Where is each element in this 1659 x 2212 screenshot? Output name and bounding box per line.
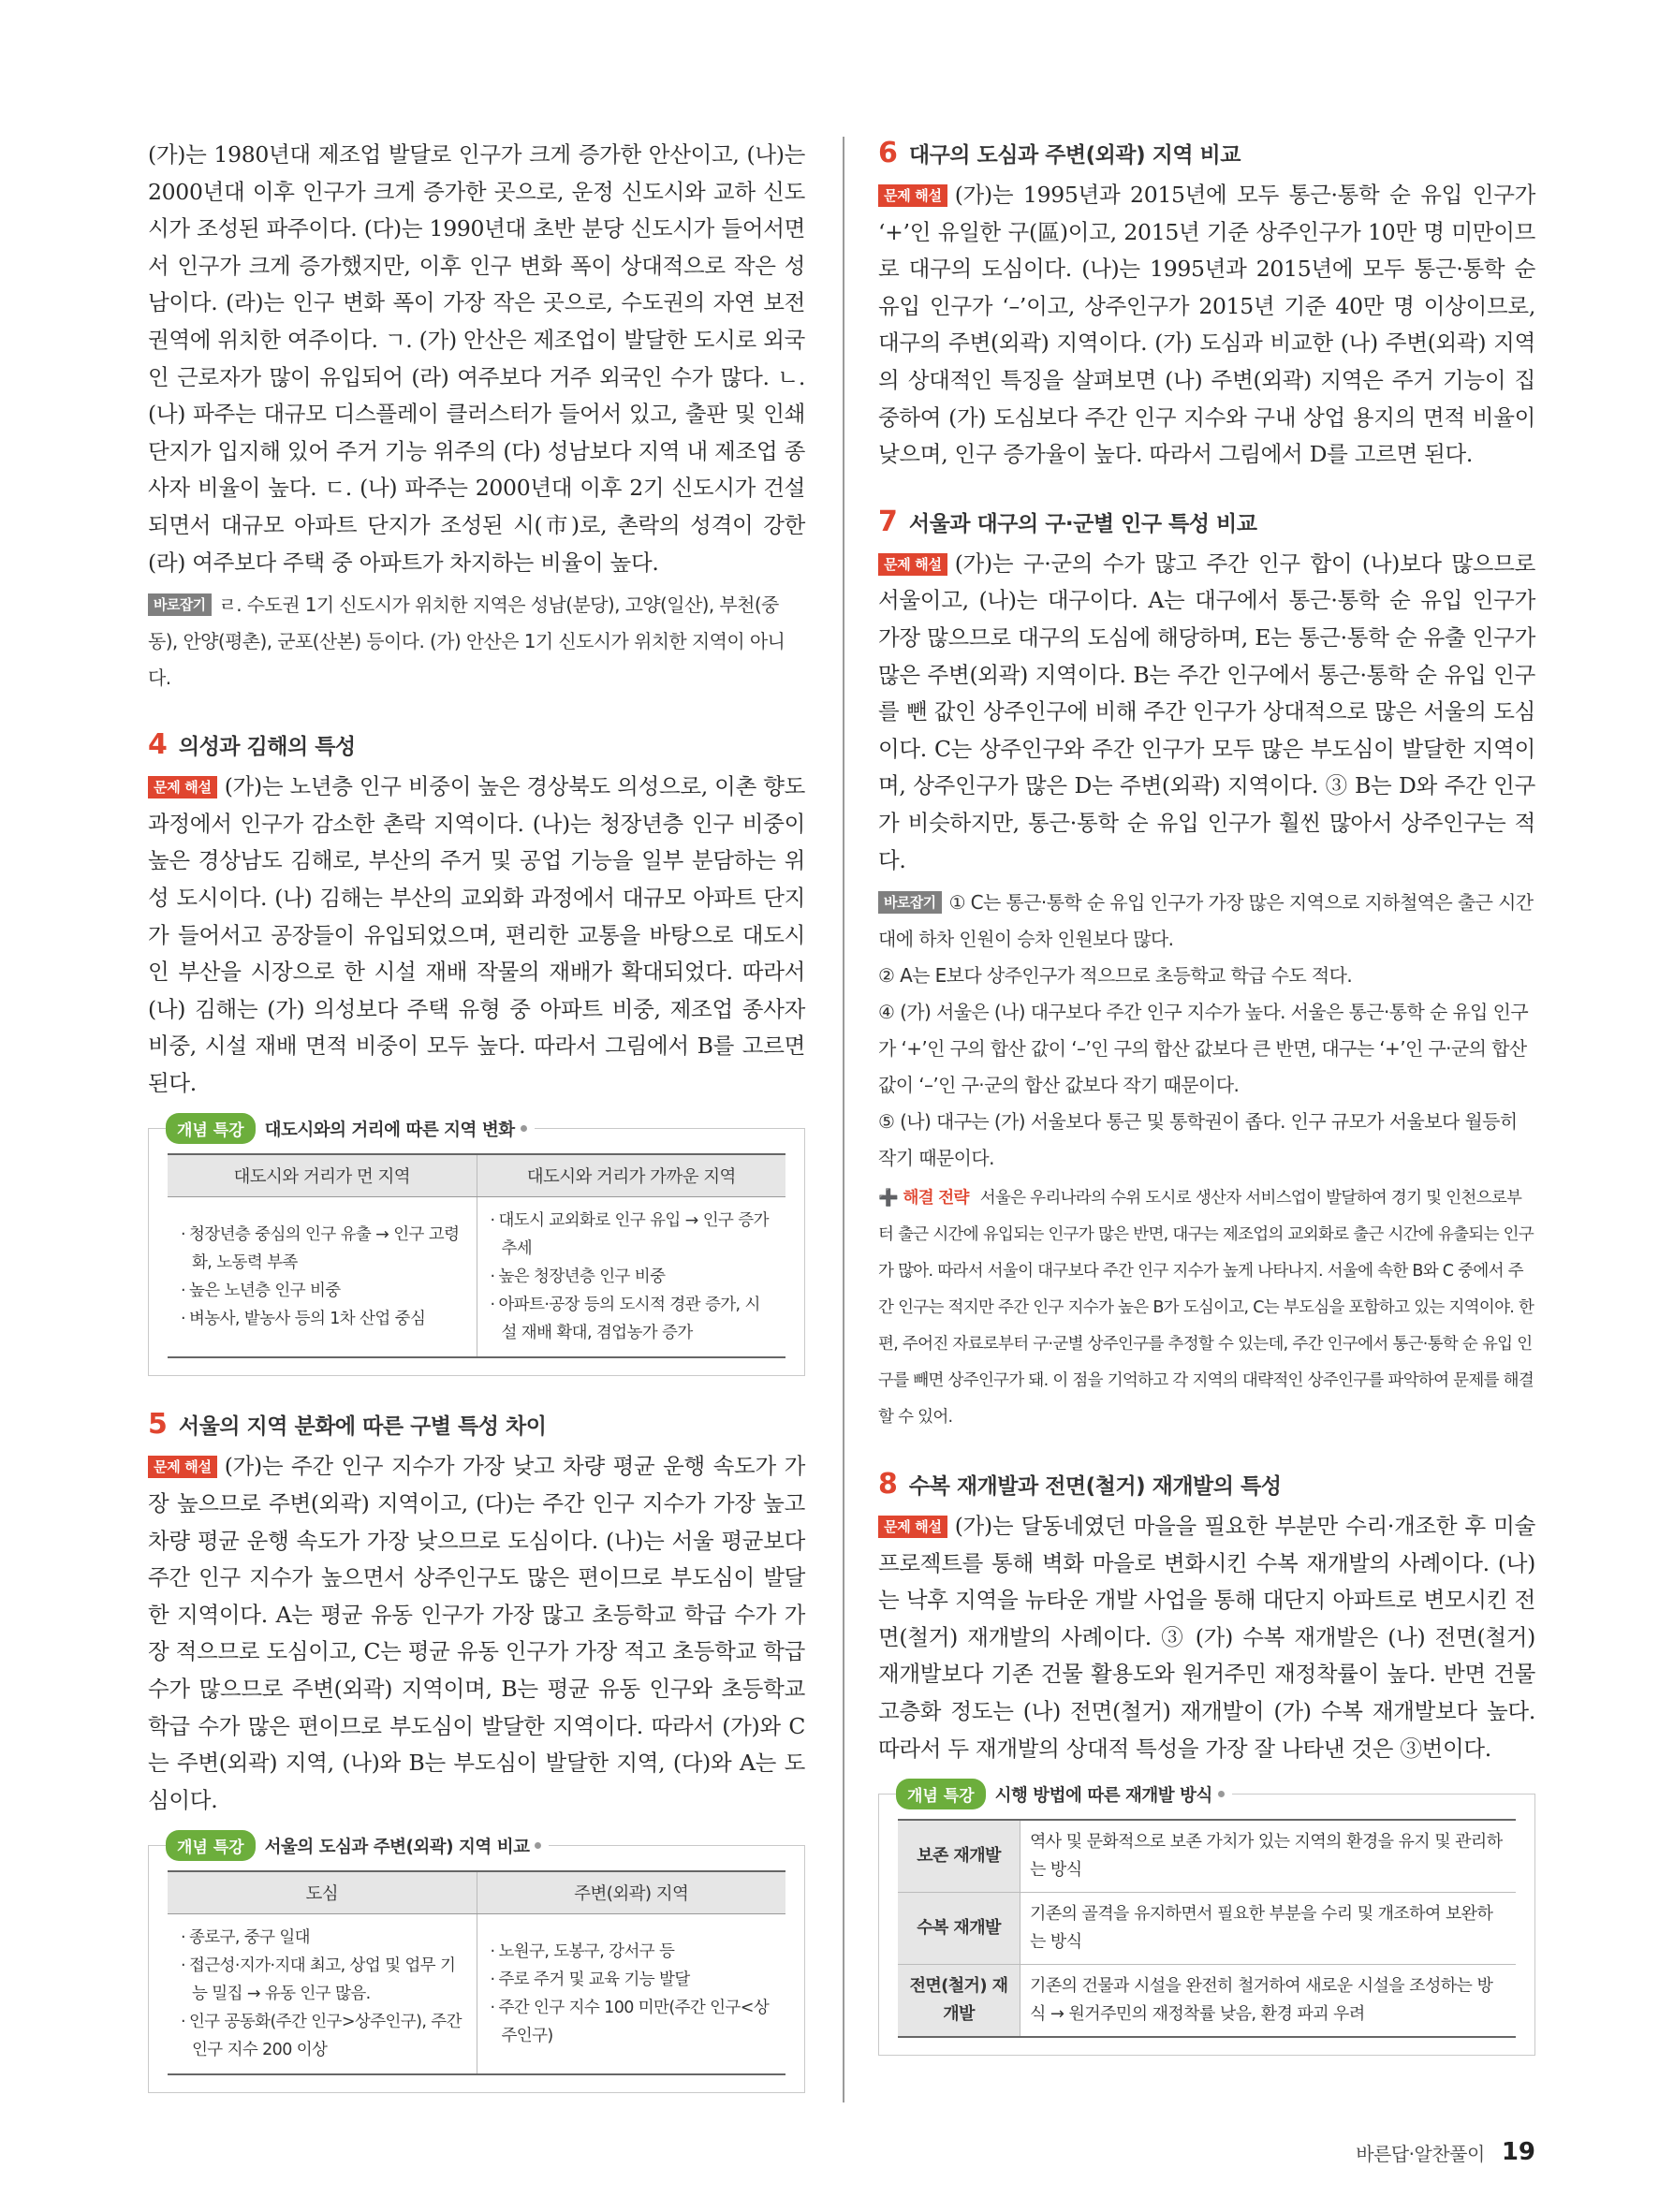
section-title: 서울과 대구의 구·군별 인구 특성 비교 — [908, 511, 1257, 536]
strategy-tag-label: 해결 전략 — [903, 1189, 969, 1209]
table-row — [898, 1893, 1516, 1965]
section-title: 대구의 도심과 주변(외곽) 지역 비교 — [908, 143, 1241, 168]
list-item: · 접근성·지가·지대 최고, 상업 및 업무 기능 밀집 → 유동 인구 많음. — [192, 1952, 465, 2008]
concept-box-header — [166, 1830, 549, 1861]
page-footer — [1356, 2138, 1535, 2166]
concept-badge: 개념 특강 — [166, 1830, 256, 1861]
redevelopment-table — [898, 1819, 1516, 2038]
section-8-body — [878, 1508, 1535, 1767]
concept-box-redevelopment — [878, 1785, 1535, 2056]
correction-item: ④ (가) 서울은 (나) 대구보다 주간 인구 지수가 높다. 서울은 통근·통학 순 유입 인구가 ‘+’인 구의 합산 값이 ‘–’인 구의 합산 값보다 큰 반면, 대구는 ‘+’인 구·군의 합산 값이 ‘–’인 구·군의 합산 값보다 작기 때문이다. — [878, 1001, 1529, 1097]
seoul-comparison-table — [168, 1870, 785, 2075]
method-name: 수복 재개발 — [898, 1893, 1020, 1965]
table-row — [898, 1965, 1516, 2038]
section-7-body — [878, 546, 1535, 879]
correction-item: ⑤ (나) 대구는 (가) 서울보다 통근 및 통학권이 좁다. 인구 규모가 서울보다 월등히 작기 때문이다. — [878, 1110, 1518, 1170]
column-divider — [843, 137, 844, 2102]
distance-comparison-table — [168, 1153, 785, 1358]
list-item: · 높은 노년층 인구 비중 — [192, 1277, 465, 1305]
list-item: · 벼농사, 밭농사 등의 1차 산업 중심 — [192, 1305, 465, 1333]
table-header: 도심 — [168, 1871, 477, 1914]
section-5-text: (가)는 주간 인구 지수가 가장 낮고 차량 평균 운행 속도가 가장 높으므로 주변(외곽) 지역이고, (다)는 주간 인구 지수가 가장 높고 차량 평균 운행 속도가 가장 낮으므로 도심이다. (나)는 서울 평균보다 주간 인구 지수가 높으면서 상주인구도 많은 편이므로 부도심이 발달한 지역이다. A는 평균 유동 인구가 가장 많고 초등학교 학급 수가 가장 적으므로 도심이고, C는 평균 유동 인구가 가장 적고 초등학교 학급 수가 많으므로 주변(외곽) 지역이며, B는 평균 유동 인구와 초등학교 학급 수가 많은 편이므로 부도심이 발달한 지역이다. 따라서 (가)와 C는 주변(외곽) 지역, (나)와 B는 부도심이 발달한 지역, (다)와 A는 도심이다. — [148, 1453, 805, 1813]
strategy-text: 서울은 우리나라의 수위 도시로 생산자 서비스업이 발달하여 경기 및 인천으로부터 출근 시간에 유입되는 인구가 많은 반면, 대구는 제조업의 교외화로 출근 시간에 유출되는 인구가 많아. 따라서 서울이 대구보다 주간 인구 지수가 높게 나타나지. 서울에 속한 B와 C 중에서 주간 인구는 적지만 주간 인구 지수가 높은 B가 도심이고, C는 부도심을 포함하고 있는 지역이야. 한편, 주어진 자료로부터 구·군별 상주인구를 추정할 수 있는데, 주간 인구에서 통근·통학 순 유입 인구를 빼면 상주인구가 돼. 이 점을 기억하고 각 지역의 대략적인 상주인구를 파악하여 문제를 해결할 수 있어. — [878, 1189, 1534, 1428]
section-5-body — [148, 1448, 805, 1819]
table-header: 대도시와 거리가 먼 지역 — [168, 1154, 477, 1197]
concept-title: 서울의 도심과 주변(외곽) 지역 비교 — [264, 1837, 530, 1857]
book-title: 바른답·알찬풀이 — [1356, 2142, 1485, 2165]
table-header: 주변(외곽) 지역 — [477, 1871, 785, 1914]
bullet-dot-icon — [1218, 1791, 1225, 1797]
table-header: 대도시와 거리가 가까운 지역 — [477, 1154, 785, 1197]
section-number: 8 — [878, 1468, 898, 1502]
concept-box-distance — [148, 1120, 805, 1376]
list-item: · 대도시 교외화로 인구 유입 → 인구 증가 추세 — [502, 1207, 775, 1263]
section-8-text: (가)는 달동네였던 마을을 필요한 부분만 수리·개조한 후 미술 프로젝트를 통해 벽화 마을로 변화시킨 수복 재개발의 사례이다. (나)는 낙후 지역을 뉴타운 개발 사업을 통해 대단지 아파트로 변모시킨 전면(철거) 재개발의 사례이다. ③ (가) 수복 재개발은 (나) 전면(철거) 재개발보다 기존 건물 활용도와 원거주민 재정착률이 높다. 반면 건물 고층화 정도는 (나) 전면(철거) 재개발이 (가) 수복 재개발보다 높다. 따라서 두 재개발의 상대적 특성을 가장 잘 나타낸 것은 ③번이다. — [878, 1513, 1535, 1762]
correction-text: ㄹ. 수도권 1기 신도시가 위치한 지역은 성남(분당), 고양(일산), 부천(중동), 안양(평촌), 군포(산본) 등이다. (가) 안산은 1기 신도시가 위치한 지역이 아니다. — [148, 593, 785, 690]
section-title: 서울의 지역 분화에 따른 구별 특성 차이 — [178, 1414, 547, 1440]
correction-item: ② A는 E보다 상주인구가 적으므로 초등학교 학급 수도 적다. — [878, 964, 1353, 988]
section-4-text: (가)는 노년층 인구 비중이 높은 경상북도 의성으로, 이촌 향도 과정에서 인구가 감소한 촌락 지역이다. (나)는 청장년층 인구 비중이 높은 경상남도 김해로, 부산의 주거 및 공업 기능을 일부 분담하는 위성 도시이다. (나) 김해는 부산의 교외화 과정에서 대규모 아파트 단지가 들어서고 공장들이 유입되었으며, 편리한 교통을 바탕으로 대도시인 부산을 시장으로 한 시설 재배 작물의 재배가 확대되었다. 따라서 (나) 김해는 (가) 의성보다 주택 유형 중 아파트 비중, 제조업 종사자 비중, 시설 재배 면적 비중이 모두 높다. 따라서 그림에서 B를 고르면 된다. — [148, 773, 805, 1096]
correction-tag: 바로잡기 — [148, 593, 212, 616]
concept-box-header — [166, 1113, 535, 1144]
method-name: 보존 재개발 — [898, 1820, 1020, 1893]
section-5-heading — [148, 1408, 805, 1441]
section-title: 수복 재개발과 전면(철거) 재개발의 특성 — [908, 1474, 1282, 1500]
section-7-heading — [878, 505, 1535, 538]
concept-badge: 개념 특강 — [896, 1779, 986, 1809]
section-4-heading — [148, 728, 805, 761]
section-6-heading — [878, 137, 1535, 169]
strategy-tag: ➕ 해결 전략 — [878, 1189, 969, 1209]
strategy-note — [878, 1180, 1535, 1436]
page-number: 19 — [1501, 2138, 1535, 2166]
list-item: · 주로 주거 및 교육 기능 발달 — [502, 1966, 775, 1994]
explanation-tag: 문제 해설 — [878, 553, 947, 576]
concept-box-seoul — [148, 1837, 805, 2093]
section-number: 4 — [148, 728, 168, 762]
explanation-tag: 문제 해설 — [148, 776, 217, 798]
section-number: 5 — [148, 1408, 168, 1442]
method-description: 기존의 건물과 시설을 완전히 철거하여 새로운 시설을 조성하는 방식 → 원거주민의 재정착률 낮음, 환경 파괴 우려 — [1020, 1965, 1517, 2038]
table-row — [898, 1820, 1516, 1893]
list-item: · 아파트·공장 등의 도시적 경관 증가, 시설 재배 확대, 겸업농가 증가 — [502, 1291, 775, 1347]
list-item: · 종로구, 중구 일대 — [192, 1924, 465, 1952]
method-description: 역사 및 문화적으로 보존 가치가 있는 지역의 환경을 유지 및 관리하는 방식 — [1020, 1820, 1517, 1893]
section-4-body — [148, 769, 805, 1102]
section-number: 6 — [878, 137, 898, 169]
section-title: 의성과 김해의 특성 — [178, 735, 356, 760]
list-item: · 노원구, 도봉구, 강서구 등 — [502, 1938, 775, 1966]
explanation-tag: 문제 해설 — [878, 1516, 947, 1538]
correction-note — [148, 587, 805, 696]
concept-title: 시행 방법에 따른 재개발 방식 — [994, 1785, 1212, 1806]
list-item: · 인구 공동화(주간 인구>상주인구), 주간 인구 지수 200 이상 — [192, 2008, 465, 2064]
list-item: · 청장년층 중심의 인구 유출 → 인구 고령화, 노동력 부족 — [192, 1221, 465, 1277]
correction-note — [878, 885, 1535, 1177]
explanation-tag: 문제 해설 — [148, 1456, 217, 1478]
section-7-text: (가)는 구·군의 수가 많고 주간 인구 합이 (나)보다 많으므로 서울이고, (나)는 대구이다. A는 대구에서 통근·통학 순 유입 인구가 가장 많으므로 대구의 도심에 해당하며, E는 통근·통학 순 유출 인구가 많은 주변(외곽) 지역이다. B는 주간 인구에서 통근·통학 순 유입 인구를 뺀 값인 상주인구에 비해 주간 인구가 상대적으로 많은 서울의 도심이다. C는 상주인구와 주간 인구가 모두 많은 부도심이 발달한 지역이며, 상주인구가 많은 D는 주변(외곽) 지역이다. ③ B는 D와 주간 인구가 비슷하지만, 통근·통학 순 유입 인구가 훨씬 많아서 상주인구는 적다. — [878, 549, 1535, 873]
right-column — [878, 137, 1535, 2056]
bullet-dot-icon — [535, 1842, 541, 1849]
bullet-dot-icon — [521, 1125, 527, 1132]
section-number: 7 — [878, 505, 898, 538]
section-8-heading — [878, 1468, 1535, 1501]
section-6-text: (가)는 1995년과 2015년에 모두 통근·통학 순 유입 인구가 ‘+’인 유일한 구(區)이고, 2015년 기준 상주인구가 10만 명 미만이므로 대구의 도심이다. (나)는 1995년과 2015년에 모두 통근·통학 순 유입 인구가 ‘–’이고, 상주인구가 2015년 기준 40만 명 이상이므로, 대구의 주변(외곽) 지역이다. (가) 도심과 비교한 (나) 주변(외곽) 지역의 상대적인 특징을 살펴보면 (나) 주변(외곽) 지역은 주거 기능이 집중하여 (가) 도심보다 주간 인구 지수와 구내 상업 용지의 면적 비율이 낮으며, 인구 증가율이 높다. 따라서 그림에서 D를 고르면 된다. — [878, 182, 1535, 468]
left-column — [148, 137, 805, 2093]
correction-item: ① C는 통근·통학 순 유입 인구가 가장 많은 지역으로 지하철역은 출근 시간대에 하차 인원이 승차 인원보다 많다. — [878, 891, 1534, 951]
intro-paragraph: (가)는 1980년대 제조업 발달로 인구가 크게 증가한 안산이고, (나)는 2000년대 이후 인구가 크게 증가한 곳으로, 운정 신도시와 교하 신도시가 조성된 파주이다. (다)는 1990년대 초반 분당 신도시가 들어서면서 인구가 크게 증가했지만, 이후 인구 변화 폭이 상대적으로 작은 성남이다. (라)는 인구 변화 폭이 가장 작은 곳으로, 수도권의 자연 보전 권역에 위치한 여주이다. ㄱ. (가) 안산은 제조업이 발달한 도시로 외국인 근로자가 많이 유입되어 (라) 여주보다 거주 외국인 수가 많다. ㄴ. (나) 파주는 대규모 디스플레이 클러스터가 들어서 있고, 출판 및 인쇄 단지가 입지해 있어 주거 기능 위주의 (다) 성남보다 지역 내 제조업 종사자 비율이 높다. ㄷ. (나) 파주는 2000년대 이후 2기 신도시가 건설되면서 대규모 아파트 단지가 조성된 시(市)로, 촌락의 성격이 강한 (라) 여주보다 주택 중 아파트가 차지하는 비율이 높다. — [148, 141, 805, 576]
list-item: · 높은 청장년층 인구 비중 — [502, 1263, 775, 1291]
concept-badge: 개념 특강 — [166, 1113, 256, 1144]
method-description: 기존의 골격을 유지하면서 필요한 부분을 수리 및 개조하여 보완하는 방식 — [1020, 1893, 1517, 1965]
concept-title: 대도시와의 거리에 따른 지역 변화 — [264, 1120, 515, 1140]
correction-tag: 바로잡기 — [878, 891, 942, 914]
method-name: 전면(철거) 재개발 — [898, 1965, 1020, 2038]
section-6-body — [878, 177, 1535, 474]
explanation-tag: 문제 해설 — [878, 184, 947, 207]
list-item: · 주간 인구 지수 100 미만(주간 인구<상주인구) — [502, 1994, 775, 2050]
concept-box-header — [896, 1779, 1232, 1809]
